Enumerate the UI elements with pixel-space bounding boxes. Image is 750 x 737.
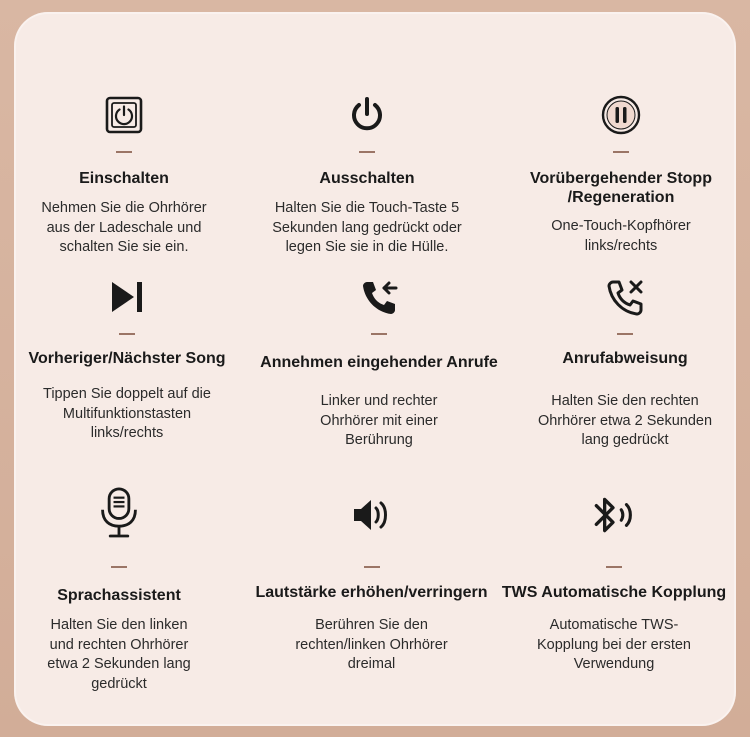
feature-reject-call bbox=[514, 262, 736, 482]
divider bbox=[116, 151, 132, 153]
feature-description: Nehmen Sie die Ohrhörer aus der Ladeschale und schalten Sie sie ein. bbox=[41, 200, 207, 255]
feature-title: Vorübergehender Stopp /Regeneration bbox=[530, 170, 712, 206]
feature-title: Annehmen eingehender Anrufe bbox=[260, 354, 498, 371]
feature-title: Sprachassistent bbox=[57, 587, 181, 604]
feature-title: Ausschalten bbox=[319, 170, 415, 187]
feature-title: Lautstärke erhöhen/verringern bbox=[255, 584, 488, 601]
power-icon bbox=[344, 92, 390, 138]
feature-description: Halten Sie die Touch-Taste 5 Sekunden lang gedrückt oder legen Sie sie in die Hülle. bbox=[272, 200, 462, 255]
feature-description: Linker und rechter Ohrhörer mit einer Berührung bbox=[320, 393, 438, 448]
feature-answer-call bbox=[244, 262, 514, 482]
feature-description: Berühren Sie den rechten/linken Ohrhörer dreimal bbox=[295, 617, 448, 672]
phone-incoming-icon bbox=[356, 274, 402, 320]
divider bbox=[613, 151, 629, 153]
feature-description: Tippen Sie doppelt auf die Multifunktionstasten links/rechts bbox=[43, 386, 211, 441]
bluetooth-icon bbox=[586, 492, 642, 538]
feature-title: Vorheriger/Nächster Song bbox=[28, 350, 226, 367]
divider bbox=[111, 566, 127, 568]
divider bbox=[364, 566, 380, 568]
microphone-icon bbox=[94, 484, 144, 542]
feature-power-off bbox=[257, 12, 477, 255]
divider bbox=[606, 566, 622, 568]
phone-reject-icon bbox=[602, 274, 648, 320]
feature-description: Automatische TWS-Kopplung bei der ersten Verwendung bbox=[537, 617, 691, 672]
feature-volume bbox=[219, 474, 524, 714]
feature-title: Anrufabweisung bbox=[562, 350, 688, 367]
feature-tws-pairing bbox=[492, 474, 736, 714]
feature-description: Halten Sie den linken und rechten Ohrhörer etwa 2 Sekunden lang gedrückt bbox=[47, 617, 191, 692]
divider bbox=[359, 151, 375, 153]
feature-description: One-Touch-Kopfhörer links/rechts bbox=[551, 218, 691, 254]
divider bbox=[371, 333, 387, 335]
feature-title: TWS Automatische Kopplung bbox=[501, 584, 727, 601]
power-square-icon bbox=[101, 92, 147, 138]
skip-next-icon bbox=[104, 274, 150, 320]
pause-icon bbox=[598, 92, 644, 138]
divider bbox=[119, 333, 135, 335]
feature-description: Halten Sie den rechten Ohrhörer etwa 2 Sekunden lang gedrückt bbox=[537, 393, 713, 448]
feature-skip-song bbox=[14, 262, 240, 482]
volume-icon bbox=[349, 492, 395, 538]
feature-power-on bbox=[14, 12, 234, 255]
instruction-card bbox=[14, 12, 736, 726]
feature-voice-assistant bbox=[14, 474, 224, 714]
divider bbox=[617, 333, 633, 335]
feature-title: Einschalten bbox=[79, 170, 169, 187]
feature-pause bbox=[506, 12, 736, 252]
